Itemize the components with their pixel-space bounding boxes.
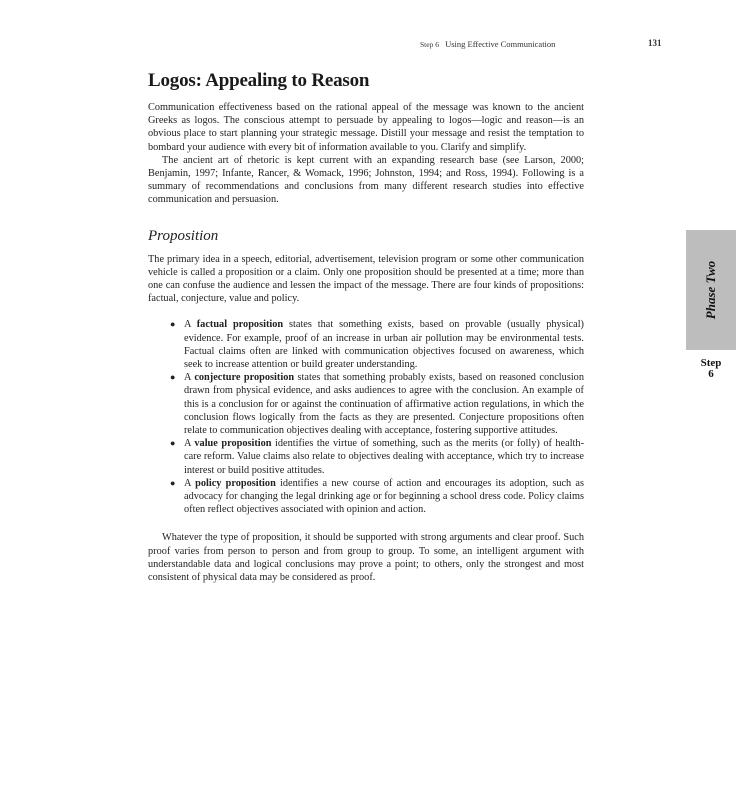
header-step-label: Step 6 <box>420 40 439 49</box>
term: policy proposition <box>195 477 276 489</box>
list-item: ● A policy proposition identifies a new course of action and encourages its adoption, such as advocacy for changing the legal drinking age or for beginning a school dress code. Policy claims often reflect objectives associated with opinion and action. <box>170 477 584 516</box>
section-paragraph-2: The ancient art of rhetoric is kept current with an expanding research base (see Larson, 2000; Benjamin, 1997; Infante, Rancer, & Womack, 1996; Johnston, 1994; and Ross, 1994). Following is a summary of recommendations and conclusions from many different research studies into effective communication and persuasion. <box>148 154 584 206</box>
subsection-intro: The primary idea in a speech, editorial, advertisement, television program or some other communication vehicle is called a proposition or a claim. Only one proposition should be presented at a time; more than one can confuse the audience and lessen the impact of the message. There are four kinds of propositions: factual, conjecture, value and policy. <box>148 253 584 305</box>
side-step-number: 6 <box>708 368 714 380</box>
list-item: ● A factual proposition states that something exists, based on provable (usually physical) evidence. For example, proof of an increase in urban air pollution may be environmental tests. Factual claims often are linked with communication objectives focused on awareness, which seek to increase attention or build greater understanding. <box>170 319 584 371</box>
bullet-icon: ● <box>170 438 176 449</box>
term: factual proposition <box>196 319 284 331</box>
side-step-marker <box>694 358 728 380</box>
page-number: 131 <box>648 38 662 48</box>
section-title: Logos: Appealing to Reason <box>148 70 370 91</box>
closing-paragraph: Whatever the type of proposition, it should be supported with strong arguments and clear proof. Such proof varies from person to person and from group to group. To some, an intelligent argument with understandable data and logical conclusions may prove a point; to others, only the strongest and most consistent of physical data may be considered as proof. <box>148 532 584 584</box>
bullet-icon: ● <box>170 372 176 383</box>
section-paragraph-1: Communication effectiveness based on the rational appeal of the message was known to the ancient Greeks as logos. The conscious attempt to persuade by appealing to logos—logic and reason—is an obvious place to start planning your strategic message. Distill your message and resist the temptation to bombard your audience with every bit of information available to you. Clarify and simplify. <box>148 102 584 153</box>
term: conjecture proposition <box>194 372 295 384</box>
bullet-icon: ● <box>170 477 176 488</box>
side-step-word: Step <box>700 357 722 369</box>
bullet-icon: ● <box>170 319 176 330</box>
term: value proposition <box>194 438 272 450</box>
running-header <box>420 39 555 49</box>
phase-tab-label: Phase Two <box>703 260 718 320</box>
phase-tab <box>686 230 736 350</box>
header-chapter-title: Using Effective Communication <box>445 39 556 49</box>
subsection-title: Proposition <box>148 227 219 244</box>
list-item: ● A conjecture proposition states that something probably exists, based on reasoned conclusion drawn from physical evidence, and asks audiences to agree with the conclusion. An example of this is a conclusion for or against the continuation of affirmative action regulations, in which the conclusion flows logically from the facts as they are presented. Conjecture propositions often relate to communication objectives dealing with acceptance, fostering supportive attitudes. <box>170 372 584 437</box>
list-item: ● A value proposition identifies the virtue of something, such as the merits (or folly) of health-care reform. Value claims also relate to objectives dealing with acceptance, which try to increase interest or build positive attitudes. <box>170 438 584 476</box>
proposition-list <box>148 318 584 516</box>
page-body <box>148 70 584 584</box>
